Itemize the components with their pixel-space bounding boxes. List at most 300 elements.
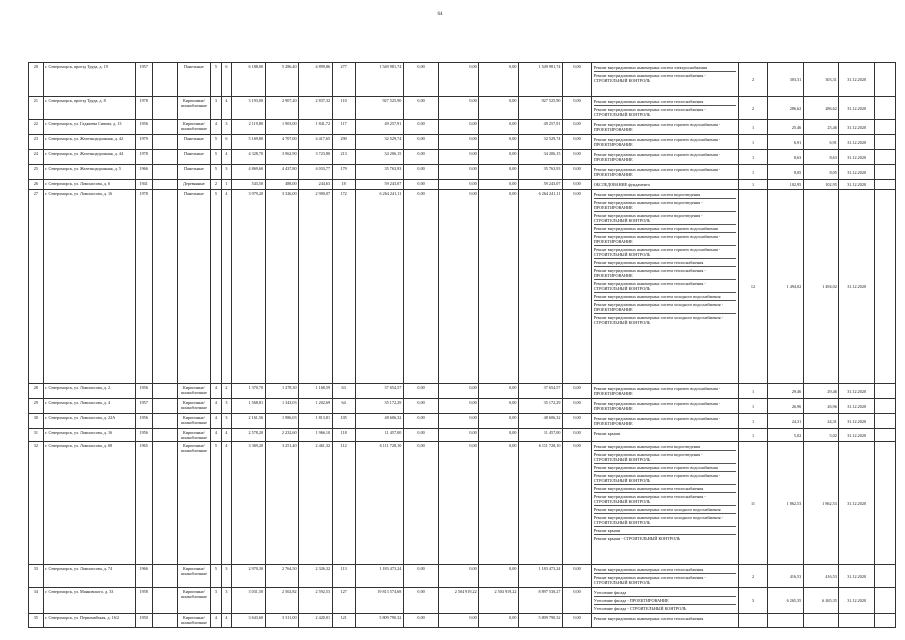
- cell-unit-cost-limit: 102,95: [803, 180, 839, 190]
- cell-deadline: 31.12.2020: [839, 588, 875, 614]
- table-row: [29, 165, 896, 180]
- cell-wall-material: Кирпичные/шлакоблочные: [177, 588, 211, 614]
- cell-living-area: 1 278,30: [265, 384, 299, 399]
- cell-reserve: 0,00: [562, 384, 591, 399]
- table-row: [29, 384, 896, 399]
- cell-unit-cost: 286,62: [768, 97, 804, 120]
- cell-works: [592, 414, 739, 429]
- cell-build-year: 1978: [135, 150, 152, 165]
- table-row: [29, 442, 896, 565]
- cell-blank-cell: [874, 588, 895, 614]
- cell-fund-local: 0,00: [479, 190, 519, 384]
- work-item: Утепление фасада - СТРОИТЕЛЬНЫЙ КОНТРОЛЬ: [593, 606, 687, 611]
- cell-reserve: 0,00: [562, 135, 591, 150]
- cell-row-number: 30: [29, 414, 44, 429]
- cell-owned-area: 1 813,81: [299, 414, 333, 429]
- cell-owned-area: 4 899,86: [299, 63, 333, 97]
- cell-unit-cost-limit: 8,05: [803, 165, 839, 180]
- cell-blank-cell: [874, 165, 895, 180]
- work-item: Ремонт внутридомовых инженерных систем горячего водоснабжения - ПРОЕКТИРОВАНИЕ: [593, 122, 721, 132]
- work-item: Ремонт внутридомовых инженерных систем электроснабжения: [594, 64, 737, 72]
- cell-residents: 105: [332, 414, 355, 429]
- cell-residents: 179: [332, 165, 355, 180]
- cell-address: г. Североморск, ул. Ломоносова, д. 6: [43, 180, 135, 190]
- cell-blank-cell: [152, 190, 177, 384]
- work-item: Ремонт внутридомовых инженерных систем теплоснабжения: [594, 485, 737, 493]
- cell-floors: 4: [211, 399, 221, 414]
- cell-work-count: 1: [738, 414, 767, 429]
- cell-address: г. Североморск, ул. Ломоносова, д. 16: [43, 190, 135, 384]
- cell-blank-cell: [152, 97, 177, 120]
- work-item: ОБСЛЕДОВАНИЕ фундамента: [593, 182, 650, 187]
- cell-blank-cell: [152, 135, 177, 150]
- work-item: Ремонт внутридомовых инженерных систем горячего водоснабжения - ПРОЕКТИРОВАНИЕ: [593, 167, 721, 177]
- cell-blank-cell: [874, 97, 895, 120]
- cell-fund-owners: 11 457,00: [518, 429, 562, 442]
- cell-floors: 4: [211, 429, 221, 442]
- cell-fund-regional: 0,00: [439, 442, 479, 565]
- cell-fund-regional: 2 504 919,22: [439, 588, 479, 614]
- cell-blank-cell: [152, 442, 177, 565]
- cell-blank-cell: [152, 588, 177, 614]
- cell-deadline: 31.12.2020: [839, 135, 875, 150]
- cell-floors: 3: [211, 588, 221, 614]
- cell-floors: 5: [211, 63, 221, 97]
- cell-fund-regional: 0,00: [439, 384, 479, 399]
- cell-fund-local: 0,00: [479, 384, 519, 399]
- cell-blank-cell: [874, 565, 895, 588]
- work-item: Ремонт внутридомовых инженерных систем теплоснабжения - СТРОИТЕЛЬНЫЙ КОНТРОЛЬ: [593, 107, 706, 117]
- cell-owned-area: 2 420,01: [299, 614, 333, 628]
- cell-blank-cell: [152, 429, 177, 442]
- cell-unit-cost-limit: 416,53: [803, 565, 839, 588]
- cell-total-cost: 6 264 241,11: [355, 190, 403, 384]
- cell-total-area: 5 169,80: [232, 135, 266, 150]
- cell-works: [592, 180, 739, 190]
- cell-blank-cell: [874, 190, 895, 384]
- cell-total-area: 1 568,81: [232, 399, 266, 414]
- cell-wall-material: Кирпичные/шлакоблочные: [177, 399, 211, 414]
- cell-floors: 5: [211, 165, 221, 180]
- cell-works: [592, 442, 739, 565]
- cell-wall-material: Кирпичные/шлакоблочные: [177, 120, 211, 135]
- cell-owned-area: 2 592,53: [299, 588, 333, 614]
- work-item: Ремонт внутридомовых инженерных систем холодного водоснабжения - СТРОИТЕЛЬНЫЙ КОНТРОЛЬ: [593, 315, 724, 325]
- cell-work-count: 11: [738, 442, 767, 565]
- cell-blank-cell: [152, 399, 177, 414]
- cell-fund-regional: 0,00: [439, 180, 479, 190]
- cell-living-area: 4 707,00: [265, 135, 299, 150]
- cell-fund-federal: 0,00: [403, 429, 439, 442]
- cell-fund-local: 0,00: [479, 442, 519, 565]
- cell-entrances: 3: [221, 165, 231, 180]
- cell-works: [592, 384, 739, 399]
- cell-entrances: 4: [221, 429, 231, 442]
- work-item: Ремонт внутридомовых инженерных систем теплоснабжения - СТРОИТЕЛЬНЫЙ КОНТРОЛЬ: [593, 575, 706, 585]
- cell-works: [592, 63, 739, 97]
- cell-wall-material: Панельные: [177, 63, 211, 97]
- cell-build-year: 1950: [135, 614, 152, 628]
- work-item: Ремонт крыши: [593, 431, 621, 436]
- cell-total-cost: 11 457,00: [355, 429, 403, 442]
- cell-owned-area: 4 417,65: [299, 135, 333, 150]
- table-row: [29, 190, 896, 384]
- cell-build-year: 1958: [135, 588, 152, 614]
- cell-fund-owners: 34 206,15: [518, 150, 562, 165]
- cell-fund-local: 0,00: [479, 135, 519, 150]
- cell-owned-area: 1 168,59: [299, 384, 333, 399]
- table-row: [29, 399, 896, 414]
- cell-address: г. Североморск, ул. Гаджиева Сивова, д. 13: [43, 120, 135, 135]
- cell-entrances: 3: [221, 588, 231, 614]
- cell-works: [592, 588, 739, 614]
- work-item: Утепление фасада - ПРОЕКТИРОВАНИЕ: [594, 597, 737, 605]
- cell-fund-owners: 35 763,93: [518, 165, 562, 180]
- cell-deadline: 31.12.2020: [839, 442, 875, 565]
- cell-floors: 4: [211, 384, 221, 399]
- cell-fund-federal: 0,00: [403, 588, 439, 614]
- work-item: Ремонт внутридомовых инженерных систем горячего водоснабжения - СТРОИТЕЛЬНЫЙ КОНТРОЛЬ: [594, 472, 737, 485]
- cell-owned-area: 3 723,80: [299, 150, 333, 165]
- cell-reserve: 0,00: [562, 414, 591, 429]
- cell-unit-cost: 26,96: [768, 399, 804, 414]
- cell-total-area: 2 970,30: [232, 565, 266, 588]
- table-row: [29, 565, 896, 588]
- cell-fund-federal: 0,00: [403, 150, 439, 165]
- cell-living-area: 2 502,82: [265, 588, 299, 614]
- cell-total-cost: 6 111 728,10: [355, 442, 403, 565]
- cell-wall-material: Кирпичные/шлакоблочные: [177, 565, 211, 588]
- cell-unit-cost-limit: 6,91: [803, 135, 839, 150]
- cell-deadline: 31.12.2020: [839, 120, 875, 135]
- cell-residents: 117: [332, 120, 355, 135]
- cell-wall-material: Кирпичные/шлакоблочные: [177, 97, 211, 120]
- cell-floors: 5: [211, 190, 221, 384]
- cell-row-number: 27: [29, 190, 44, 384]
- cell-entrances: 4: [221, 442, 231, 565]
- cell-floors: 5: [211, 150, 221, 165]
- work-item: Ремонт внутридомовых инженерных систем холодного водоснабжения - ПРОЕКТИРОВАНИЕ: [594, 301, 737, 314]
- cell-fund-owners: 48 606,32: [518, 414, 562, 429]
- cell-unit-cost-limit: 29,46: [803, 384, 839, 399]
- cell-unit-cost: 8,63: [768, 150, 804, 165]
- cell-fund-regional: 0,00: [439, 190, 479, 384]
- cell-blank-cell: [874, 399, 895, 414]
- cell-total-cost: 19 813 574,68: [355, 588, 403, 614]
- cell-address: г. Североморск, ул. Первомайская, д. 16/2: [43, 614, 135, 628]
- table-row: [29, 135, 896, 150]
- cell-unit-cost: 25,46: [768, 120, 804, 135]
- cell-row-number: 28: [29, 384, 44, 399]
- cell-blank-cell: [152, 565, 177, 588]
- cell-work-count: 1: [738, 135, 767, 150]
- cell-row-number: 25: [29, 165, 44, 180]
- cell-unit-cost: 1 862,53: [768, 442, 804, 565]
- cell-entrances: 6: [221, 135, 231, 150]
- cell-entrances: 3: [221, 414, 231, 429]
- cell-fund-federal: 0,00: [403, 442, 439, 565]
- cell-total-area: 2 578,20: [232, 429, 266, 442]
- cell-owned-area: 4 033,77: [299, 165, 333, 180]
- cell-living-area: 1 986,03: [265, 414, 299, 429]
- cell-blank-cell: [874, 384, 895, 399]
- cell-build-year: 1956: [135, 120, 152, 135]
- cell-fund-federal: 0,00: [403, 190, 439, 384]
- cell-blank-cell: [874, 429, 895, 442]
- cell-reserve: 0,00: [562, 565, 591, 588]
- work-item: Ремонт внутридомовых инженерных систем водоотведения - СТРОИТЕЛЬНЫЙ КОНТРОЛЬ: [594, 451, 737, 464]
- work-item: Ремонт внутридомовых инженерных систем горячего водоснабжения - ПРОЕКТИРОВАНИЕ: [594, 233, 737, 246]
- cell-blank-cell: [152, 63, 177, 97]
- cell-fund-federal: 0,00: [403, 135, 439, 150]
- cell-row-number: 29: [29, 399, 44, 414]
- table-row: [29, 180, 896, 190]
- cell-entrances: 4: [221, 97, 231, 120]
- cell-wall-material: Кирпичные/шлакоблочные: [177, 429, 211, 442]
- cell-deadline: 31.12.2020: [839, 399, 875, 414]
- cell-blank-cell: [874, 63, 895, 97]
- table-row: [29, 120, 896, 135]
- cell-fund-federal: 0,00: [403, 414, 439, 429]
- work-item: Ремонт внутридомовых инженерных систем водоотведения - СТРОИТЕЛЬНЫЙ КОНТРОЛЬ: [594, 212, 737, 225]
- cell-total-area: 3 643,60: [232, 614, 266, 628]
- cell-row-number: 31: [29, 429, 44, 442]
- cell-unit-cost: 5,02: [768, 429, 804, 442]
- cell-residents: 110: [332, 97, 355, 120]
- cell-living-area: 2 232,60: [265, 429, 299, 442]
- cell-works: [592, 135, 739, 150]
- cell-build-year: 1957: [135, 399, 152, 414]
- cell-residents: 113: [332, 565, 355, 588]
- work-item: Ремонт внутридомовых инженерных систем теплоснабжения: [593, 616, 704, 621]
- cell-unit-cost: 8,05: [768, 165, 804, 180]
- cell-blank-cell: [874, 120, 895, 135]
- cell-build-year: 1941: [135, 180, 152, 190]
- cell-works: [592, 120, 739, 135]
- cell-work-count: 2: [738, 565, 767, 588]
- cell-living-area: 3 326,00: [265, 190, 299, 384]
- cell-fund-owners: 927 525,90: [518, 97, 562, 120]
- cell-living-area: 2 907,20: [265, 97, 299, 120]
- cell-row-number: 35: [29, 614, 44, 628]
- cell-owned-area: 2 900,07: [299, 190, 333, 384]
- cell-living-area: 3 311,00: [265, 614, 299, 628]
- page-number: 64: [437, 12, 443, 17]
- cell-work-count: 1: [738, 384, 767, 399]
- cell-wall-material: Деревянные: [177, 180, 211, 190]
- cell-deadline: 31.12.2020: [839, 97, 875, 120]
- cell-fund-federal: 0,00: [403, 120, 439, 135]
- table-row: [29, 588, 896, 614]
- cell-fund-owners: 37 654,57: [518, 384, 562, 399]
- cell-floors: 4: [211, 120, 221, 135]
- cell-row-number: 22: [29, 120, 44, 135]
- cell-total-area: 2 161,56: [232, 414, 266, 429]
- cell-owned-area: 2 837,32: [299, 97, 333, 120]
- cell-unit-cost-limit: [803, 614, 839, 628]
- cell-work-count: [738, 614, 767, 628]
- cell-works: [592, 190, 739, 384]
- cell-fund-federal: 0,00: [403, 399, 439, 414]
- cell-address: г. Североморск, ул. Ломоносова, д. 2: [43, 384, 135, 399]
- cell-build-year: 1978: [135, 190, 152, 384]
- table-row: [29, 614, 896, 628]
- cell-living-area: 1 903,00: [265, 120, 299, 135]
- cell-work-count: 1: [738, 150, 767, 165]
- cell-living-area: 1 343,03: [265, 399, 299, 414]
- cell-fund-owners: 5 809 790,32: [518, 614, 562, 628]
- work-item: Ремонт внутридомовых инженерных систем горячего водоснабжения - ПРОЕКТИРОВАНИЕ: [593, 416, 721, 426]
- cell-total-cost: 35 763,93: [355, 165, 403, 180]
- cell-works: [592, 150, 739, 165]
- cell-fund-local: 0,00: [479, 565, 519, 588]
- cell-residents: 64: [332, 399, 355, 414]
- cell-total-cost: 1 549 981,74: [355, 63, 403, 97]
- cell-deadline: 31.12.2020: [839, 384, 875, 399]
- cell-reserve: 0,00: [562, 429, 591, 442]
- cell-total-area: 6 188,00: [232, 63, 266, 97]
- cell-fund-owners: 1 183 473,24: [518, 565, 562, 588]
- cell-unit-cost: 102,95: [768, 180, 804, 190]
- cell-reserve: 0,00: [562, 165, 591, 180]
- cell-unit-cost: 6 265,35: [768, 588, 804, 614]
- work-item: Ремонт внутридомовых инженерных систем теплоснабжения: [594, 566, 737, 574]
- cell-entrances: 4: [221, 190, 231, 384]
- cell-blank-cell: [152, 614, 177, 628]
- cell-total-cost: 48 606,32: [355, 414, 403, 429]
- cell-wall-material: Кирпичные/шлакоблочные: [177, 614, 211, 628]
- cell-reserve: 0,00: [562, 150, 591, 165]
- cell-total-area: 2 119,80: [232, 120, 266, 135]
- cell-fund-owners: 32 529,74: [518, 135, 562, 150]
- cell-fund-owners: 59 243,07: [518, 180, 562, 190]
- cell-blank-cell: [152, 414, 177, 429]
- cell-fund-owners: 8 897 530,27: [518, 588, 562, 614]
- cell-fund-local: 0,00: [479, 120, 519, 135]
- cell-unit-cost: 29,46: [768, 384, 804, 399]
- cell-work-count: 1: [738, 429, 767, 442]
- cell-deadline: 31.12.2020: [839, 150, 875, 165]
- cell-deadline: 31.12.2020: [839, 180, 875, 190]
- cell-entrances: 3: [221, 399, 231, 414]
- work-item: Ремонт внутридомовых инженерных систем горячего водоснабжения - ПРОЕКТИРОВАНИЕ: [593, 137, 721, 147]
- table-row: [29, 429, 896, 442]
- cell-living-area: 4 437,80: [265, 165, 299, 180]
- cell-row-number: 32: [29, 442, 44, 565]
- cell-fund-regional: 0,00: [439, 63, 479, 97]
- cell-fund-local: 0,00: [479, 165, 519, 180]
- cell-residents: 118: [332, 429, 355, 442]
- cell-fund-regional: 0,00: [439, 414, 479, 429]
- cell-fund-regional: 0,00: [439, 614, 479, 628]
- cell-total-cost: 5 809 790,32: [355, 614, 403, 628]
- cell-reserve: 0,00: [562, 180, 591, 190]
- cell-floors: 2: [211, 180, 221, 190]
- cell-residents: 290: [332, 135, 355, 150]
- cell-unit-cost: 303,31: [768, 63, 804, 97]
- cell-fund-federal: 0,00: [403, 614, 439, 628]
- cell-fund-federal: 0,00: [403, 565, 439, 588]
- cell-fund-federal: 0,00: [403, 165, 439, 180]
- cell-row-number: 26: [29, 180, 44, 190]
- cell-address: г. Североморск, ул. Железнодорожная, д. 42: [43, 135, 135, 150]
- work-item: Ремонт внутридомовых инженерных систем горячего водоснабжения - ПРОЕКТИРОВАНИЕ: [593, 152, 721, 162]
- cell-address: г. Североморск, ул. Ломоносова, д. 22А: [43, 414, 135, 429]
- cell-deadline: 31.12.2020: [839, 165, 875, 180]
- cell-blank-cell: [874, 135, 895, 150]
- table-row: [29, 150, 896, 165]
- cell-deadline: 31.12.2020: [839, 429, 875, 442]
- work-item: Ремонт внутридомовых инженерных систем горячего водоснабжения - СТРОИТЕЛЬНЫЙ КОНТРОЛЬ: [594, 246, 737, 259]
- cell-address: г. Североморск, ул. Железнодорожная, д. 44: [43, 150, 135, 165]
- cell-entrances: 3: [221, 120, 231, 135]
- work-item: Ремонт внутридомовых инженерных систем холодного водоснабжения: [594, 293, 737, 301]
- cell-fund-regional: 0,00: [439, 565, 479, 588]
- cell-wall-material: Панельные: [177, 190, 211, 384]
- cell-build-year: 1978: [135, 97, 152, 120]
- table-row: [29, 97, 896, 120]
- cell-work-count: 1: [738, 399, 767, 414]
- cell-row-number: 23: [29, 135, 44, 150]
- cell-floors: 5: [211, 565, 221, 588]
- cell-fund-local: 2 504 919,22: [479, 588, 519, 614]
- work-item: Ремонт внутридомовых инженерных систем теплоснабжения: [594, 259, 737, 267]
- work-item: Ремонт внутридомовых инженерных систем горячего водоснабжения: [594, 225, 737, 233]
- work-item: Ремонт внутридомовых инженерных систем водоотведения: [594, 443, 737, 451]
- cell-fund-local: 0,00: [479, 150, 519, 165]
- cell-total-cost: 1 183 473,24: [355, 565, 403, 588]
- cell-fund-regional: 0,00: [439, 97, 479, 120]
- cell-residents: 63: [332, 384, 355, 399]
- cell-residents: 213: [332, 150, 355, 165]
- cell-total-cost: 927 525,90: [355, 97, 403, 120]
- cell-floors: 4: [211, 414, 221, 429]
- cell-reserve: 0,00: [562, 442, 591, 565]
- cell-fund-regional: 0,00: [439, 135, 479, 150]
- cell-fund-local: 0,00: [479, 97, 519, 120]
- cell-total-area: 3 979,20: [232, 190, 266, 384]
- cell-blank-cell: [874, 442, 895, 565]
- cell-total-cost: 34 206,15: [355, 150, 403, 165]
- work-item: Утепление фасада: [594, 589, 737, 597]
- cell-build-year: 1979: [135, 135, 152, 150]
- work-item: Ремонт крыши: [594, 527, 737, 535]
- work-item: Ремонт внутридомовых инженерных систем теплоснабжения - СТРОИТЕЛЬНЫЙ КОНТРОЛЬ: [594, 493, 737, 506]
- cell-blank-cell: [152, 165, 177, 180]
- cell-works: [592, 165, 739, 180]
- cell-work-count: 1: [738, 165, 767, 180]
- cell-living-area: 3 962,90: [265, 150, 299, 165]
- cell-works: [592, 399, 739, 414]
- cell-wall-material: Кирпичные/шлакоблочные: [177, 442, 211, 565]
- cell-entrances: 2: [221, 384, 231, 399]
- cell-work-count: 2: [738, 63, 767, 97]
- cell-total-cost: 59 243,07: [355, 180, 403, 190]
- cell-fund-owners: 1 549 981,74: [518, 63, 562, 97]
- cell-living-area: 3 251,40: [265, 442, 299, 565]
- cell-total-area: 3 193,00: [232, 97, 266, 120]
- work-item: Ремонт внутридомовых инженерных систем теплоснабжения - СТРОИТЕЛЬНЫЙ КОНТРОЛЬ: [593, 73, 706, 83]
- cell-fund-regional: 0,00: [439, 429, 479, 442]
- cell-fund-local: 0,00: [479, 429, 519, 442]
- cell-row-number: 24: [29, 150, 44, 165]
- cell-row-number: 34: [29, 588, 44, 614]
- cell-total-area: 3 369,20: [232, 442, 266, 565]
- cell-total-cost: 35 172,29: [355, 399, 403, 414]
- cell-address: г. Североморск, ул. Маяковского, д. 33: [43, 588, 135, 614]
- cell-row-number: 20: [29, 63, 44, 97]
- cell-fund-regional: 0,00: [439, 165, 479, 180]
